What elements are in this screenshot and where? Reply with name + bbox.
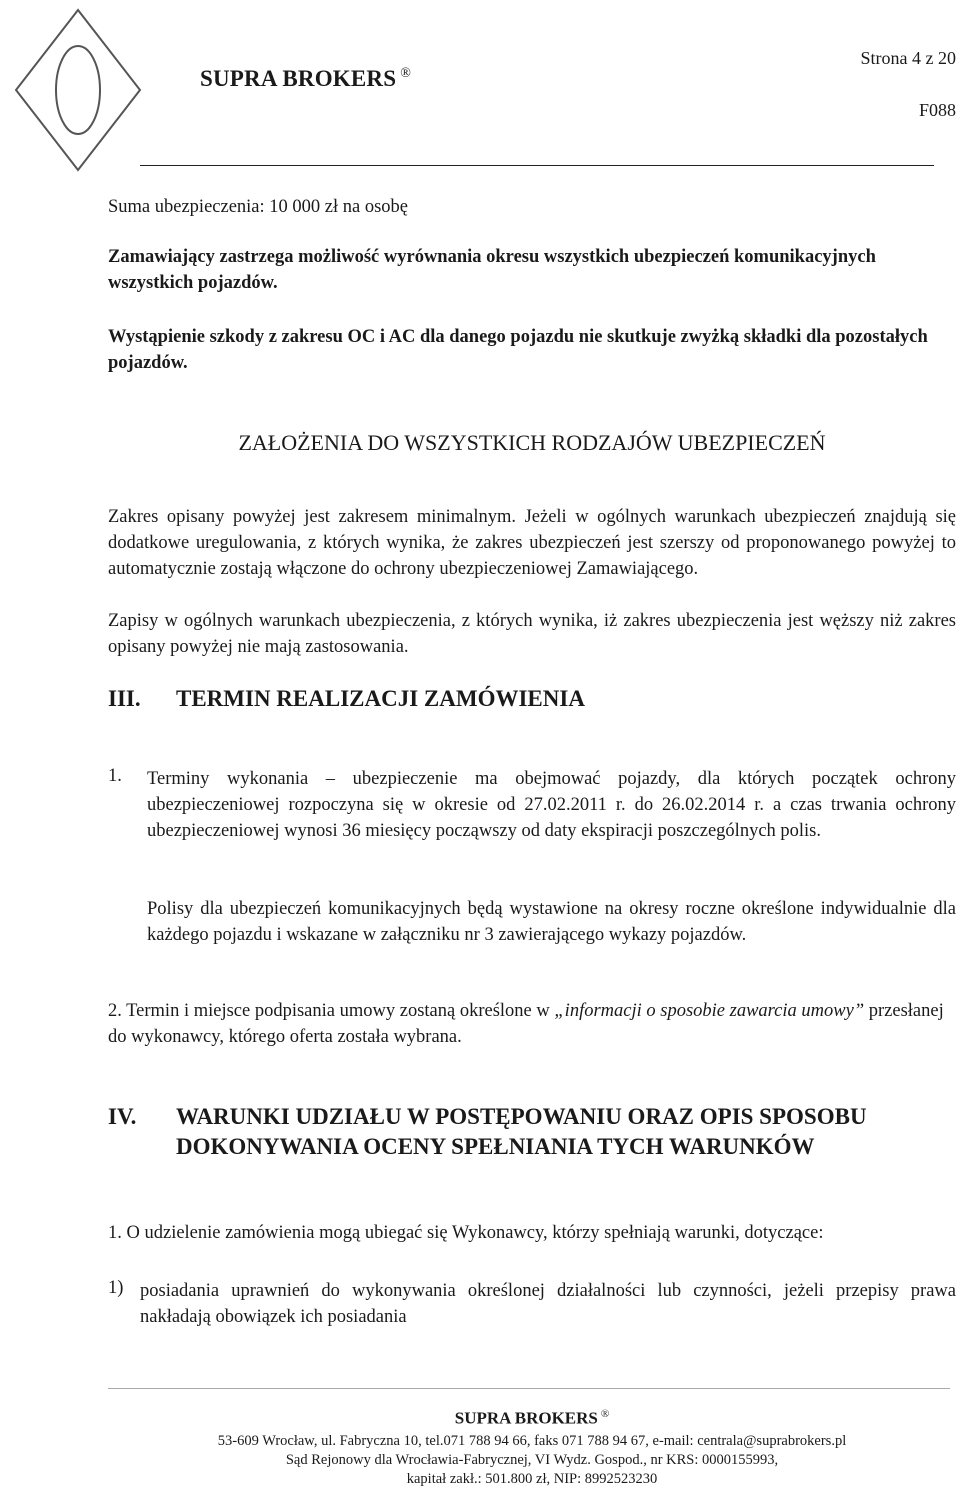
header-divider xyxy=(140,165,934,166)
sum-insured: Suma ubezpieczenia: 10 000 zł na osobę xyxy=(108,197,409,217)
section-3-title: TERMIN REALIZACJI ZAMÓWIENIA xyxy=(176,686,585,711)
section-4-item-1: 1. O udzielenie zamówienia mogą ubiegać się Wykonawcy, którzy spełniają warunki, dotyczące: xyxy=(108,1223,824,1243)
section-4-number: IV. xyxy=(108,1104,137,1129)
header-brand: SUPRA BROKERS ® xyxy=(200,66,412,91)
section-3-item-1: Terminy wykonania – ubezpieczenie ma obejmować pojazdy, dla których początek ochrony ubezpieczeniowej rozpoczyna się w okresie od 27.02.2011 r. do 26.02.2014 r. a czas trwania ochrony ubezpieczeniowej wynosi 36 miesięcy począwszy od daty ekspiracji poszczególnych polis. xyxy=(147,769,956,841)
logo-emblem xyxy=(6,4,146,176)
footer-capital: kapitał zakł.: 501.800 zł, NIP: 8992523230 xyxy=(406,1471,658,1487)
policies-paragraph: Polisy dla ubezpieczeń komunikacyjnych będą wystawione na okresy roczne określone indywidualnie dla każdego pojazdu i wskazane w załączniku nr 3 zawierającego wykazy pojazdów. xyxy=(147,899,956,945)
alignment-clause: Zamawiający zastrzega możliwość wyrównania okresu wszystkich ubezpieczeń komunikacyjnych wszystkich pojazdów. xyxy=(108,247,876,293)
section-4-sub-1-number: 1) xyxy=(108,1278,124,1298)
section-3-item-2: 2. Termin i miejsce podpisania umowy zostaną określone w „informacji o sposobie zawarcia umowy” przesłanej do wykonawcy, którego oferta została wybrana. xyxy=(108,1001,944,1047)
footer-divider xyxy=(108,1388,950,1389)
assumptions-paragraph-1: Zakres opisany powyżej jest zakresem minimalnym. Jeżeli w ogólnych warunkach ubezpieczeń znajdują się dodatkowe uregulowania, z których wynika, że zakres ubezpieczeń jest szerszy od proponowanego powyżej to automatycznie zostają włączone do ochrony ubezpieczeniowej Zamawiającego. xyxy=(108,507,956,579)
assumptions-heading: ZAŁOŻENIA DO WSZYSTKICH RODZAJÓW UBEZPIECZEŃ xyxy=(238,430,826,455)
section-4-title: WARUNKI UDZIAŁU W POSTĘPOWANIU ORAZ OPIS SPOSOBU DOKONYWANIA OCENY SPEŁNIANIA TYCH WARUNKÓW xyxy=(176,1104,867,1159)
section-3-number: III. xyxy=(108,686,141,711)
footer-address: 53-609 Wrocław, ul. Fabryczna 10, tel.071 788 94 66, faks 071 788 94 67, e-mail: centrala@suprabrokers.pl xyxy=(217,1433,847,1449)
section-3-item-1-number: 1. xyxy=(108,766,122,786)
page-number: Strona 4 z 20 xyxy=(860,48,956,68)
damage-clause: Wystąpienie szkody z zakresu OC i AC dla danego pojazdu nie skutkuje zwyżką składki dla pozostałych pojazdów. xyxy=(108,327,928,373)
section-4-sub-1: posiadania uprawnień do wykonywania określonej działalności lub czynności, jeżeli przepisy prawa nakładają obowiązek ich posiadania xyxy=(140,1281,956,1327)
assumptions-paragraph-2: Zapisy w ogólnych warunkach ubezpieczenia, z których wynika, iż zakres ubezpieczenia jest węższy niż zakres opisany powyżej nie mają zastosowania. xyxy=(108,611,956,657)
footer-court: Sąd Rejonowy dla Wrocławia-Fabrycznej, VI Wydz. Gospod., nr KRS: 0000155993, xyxy=(285,1452,779,1468)
document-code: F088 xyxy=(918,100,956,120)
footer-brand: SUPRA BROKERS ® xyxy=(454,1408,610,1428)
